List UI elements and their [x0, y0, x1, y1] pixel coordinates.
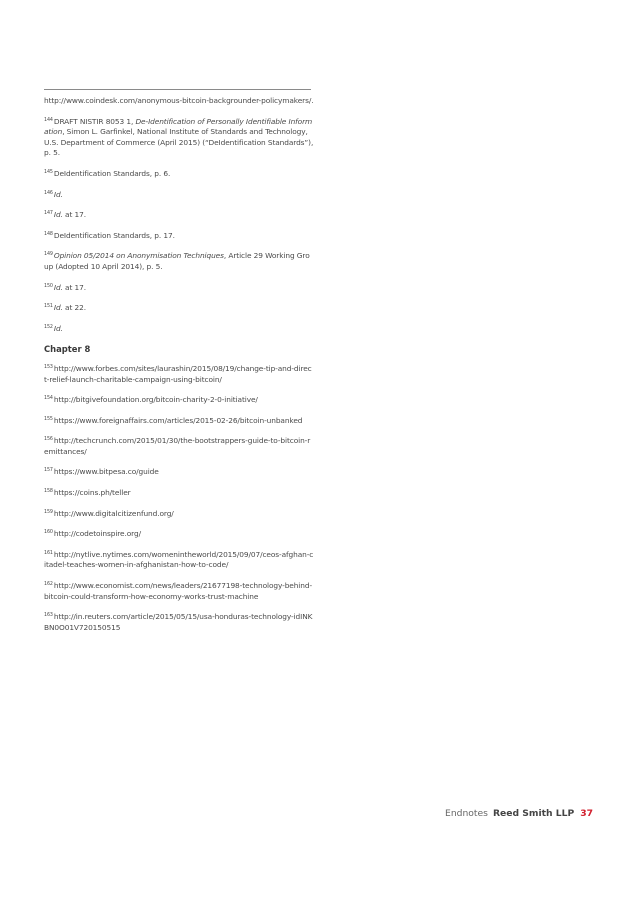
endnote-number: 161: [44, 550, 53, 556]
endnote-link[interactable]: http://www.forbes.com/sites/laurashin/2015/08/19/change-tip-and-direct-relief-launch-charitable-campaign-using-bitcoin/: [44, 363, 312, 384]
page-footer: [445, 808, 593, 819]
endnote-text: at 17.: [62, 282, 86, 292]
endnote-item: [44, 283, 314, 294]
endnote-number: 151: [44, 304, 53, 310]
endnote-text: http://www.coindesk.com/anonymous-bitcoin-backgrounder-policymakers/.: [44, 96, 314, 105]
footer-firm-name: Reed Smith LLP: [492, 808, 575, 819]
endnote-number: 162: [44, 582, 53, 588]
endnote-link[interactable]: http://nytlive.nytimes.com/womenintheworld/2015/09/07/ceos-afghan-citadel-teaches-women-in-afghanistan-how-to-code/: [44, 549, 314, 570]
endnote-item: [44, 395, 314, 406]
endnote-item: [44, 581, 314, 602]
endnotes-column: [44, 96, 314, 643]
endnote-number: 157: [44, 468, 53, 474]
endnote-link[interactable]: https://www.foreignaffairs.com/articles/2015-02-26/bitcoin-unbanked: [53, 415, 303, 425]
endnote-number: 144: [44, 117, 53, 123]
endnote-number: 154: [44, 396, 53, 402]
endnote-text: DRAFT NISTIR 8053 1,: [53, 116, 136, 126]
endnote-number: 147: [44, 211, 53, 217]
endnote-item: [44, 612, 314, 633]
endnote-italic-title: Id.: [53, 282, 63, 292]
endnote-number: 148: [44, 231, 53, 237]
endnote-number: 153: [44, 364, 53, 370]
endnote-italic-title: De-Identification of Personally Identifiable Information: [44, 116, 313, 137]
endnote-item: [44, 529, 314, 540]
endnote-italic-title: Id.: [53, 303, 63, 313]
endnote-item: [44, 210, 314, 221]
page-number: 37: [580, 808, 593, 819]
endnote-link[interactable]: http://codetoinspire.org/: [53, 529, 141, 539]
endnote-link[interactable]: https://coins.ph/teller: [53, 488, 131, 498]
endnote-link[interactable]: https://www.bitpesa.co/guide: [53, 467, 159, 477]
endnote-link[interactable]: http://www.digitalcitizenfund.org/: [53, 508, 174, 518]
endnote-number: 158: [44, 489, 53, 495]
endnote-item: [44, 96, 314, 107]
endnote-italic-title: Id.: [53, 189, 63, 199]
endnote-number: 145: [44, 169, 53, 175]
chapter-heading: Chapter 8: [44, 344, 91, 355]
endnote-item: [44, 117, 314, 159]
endnote-item: [44, 436, 314, 457]
endnote-item: [44, 416, 314, 427]
endnote-italic-title: Opinion 05/2014 on Anonymisation Techniques: [53, 251, 224, 261]
endnote-text: , Simon L. Garfinkel, National Institute of Standards and Technology, U.S. Department of Commerce (April 2015) (“DeIdentification Standards”), p. 5.: [44, 127, 314, 158]
endnote-number: 152: [44, 324, 53, 330]
endnote-text: at 17.: [62, 210, 86, 220]
endnote-item: [44, 509, 314, 520]
endnote-item: [44, 488, 314, 499]
endnote-text: DeIdentification Standards, p. 6.: [53, 168, 171, 178]
endnote-number: 159: [44, 509, 53, 515]
endnotes-group-chapter-7: [44, 96, 314, 334]
endnote-text: at 22.: [62, 303, 86, 313]
endnote-text: , Article 29 Working Group (Adopted 10 April 2014), p. 5.: [44, 251, 310, 271]
endnote-text: DeIdentification Standards, p. 17.: [53, 230, 175, 240]
endnote-item: [44, 550, 314, 571]
endnote-item: [44, 190, 314, 201]
endnote-number: 156: [44, 437, 53, 443]
endnote-link[interactable]: http://in.reuters.com/article/2015/05/15/usa-honduras-technology-idINKBN0O01V720150515: [44, 612, 313, 632]
endnote-link[interactable]: http://techcrunch.com/2015/01/30/the-bootstrappers-guide-to-bitcoin-remittances/: [44, 436, 311, 456]
endnote-item: [44, 251, 314, 272]
endnote-link[interactable]: http://www.economist.com/news/leaders/21677198-technology-behind-bitcoin-could-transform-how-economy-works-trust-machine: [44, 581, 313, 601]
endnote-link[interactable]: http://bitgivefoundation.org/bitcoin-charity-2-0-initiative/: [53, 395, 258, 405]
endnote-item: [44, 467, 314, 478]
endnote-number: 160: [44, 530, 53, 536]
endnote-italic-title: Id.: [53, 323, 63, 333]
endnote-number: 163: [44, 613, 53, 619]
endnote-number: 155: [44, 416, 53, 422]
footnote-divider: [44, 89, 311, 90]
endnote-number: 150: [44, 283, 53, 289]
endnote-item: [44, 231, 314, 242]
footer-section-label: Endnotes: [445, 808, 488, 819]
endnote-number: 146: [44, 190, 53, 196]
endnote-item: [44, 364, 314, 385]
endnotes-group-chapter-8: [44, 364, 314, 634]
endnote-number: 149: [44, 252, 53, 258]
endnote-item: [44, 324, 314, 335]
endnote-item: [44, 169, 314, 180]
endnote-italic-title: Id.: [53, 210, 63, 220]
endnote-item: [44, 303, 314, 314]
